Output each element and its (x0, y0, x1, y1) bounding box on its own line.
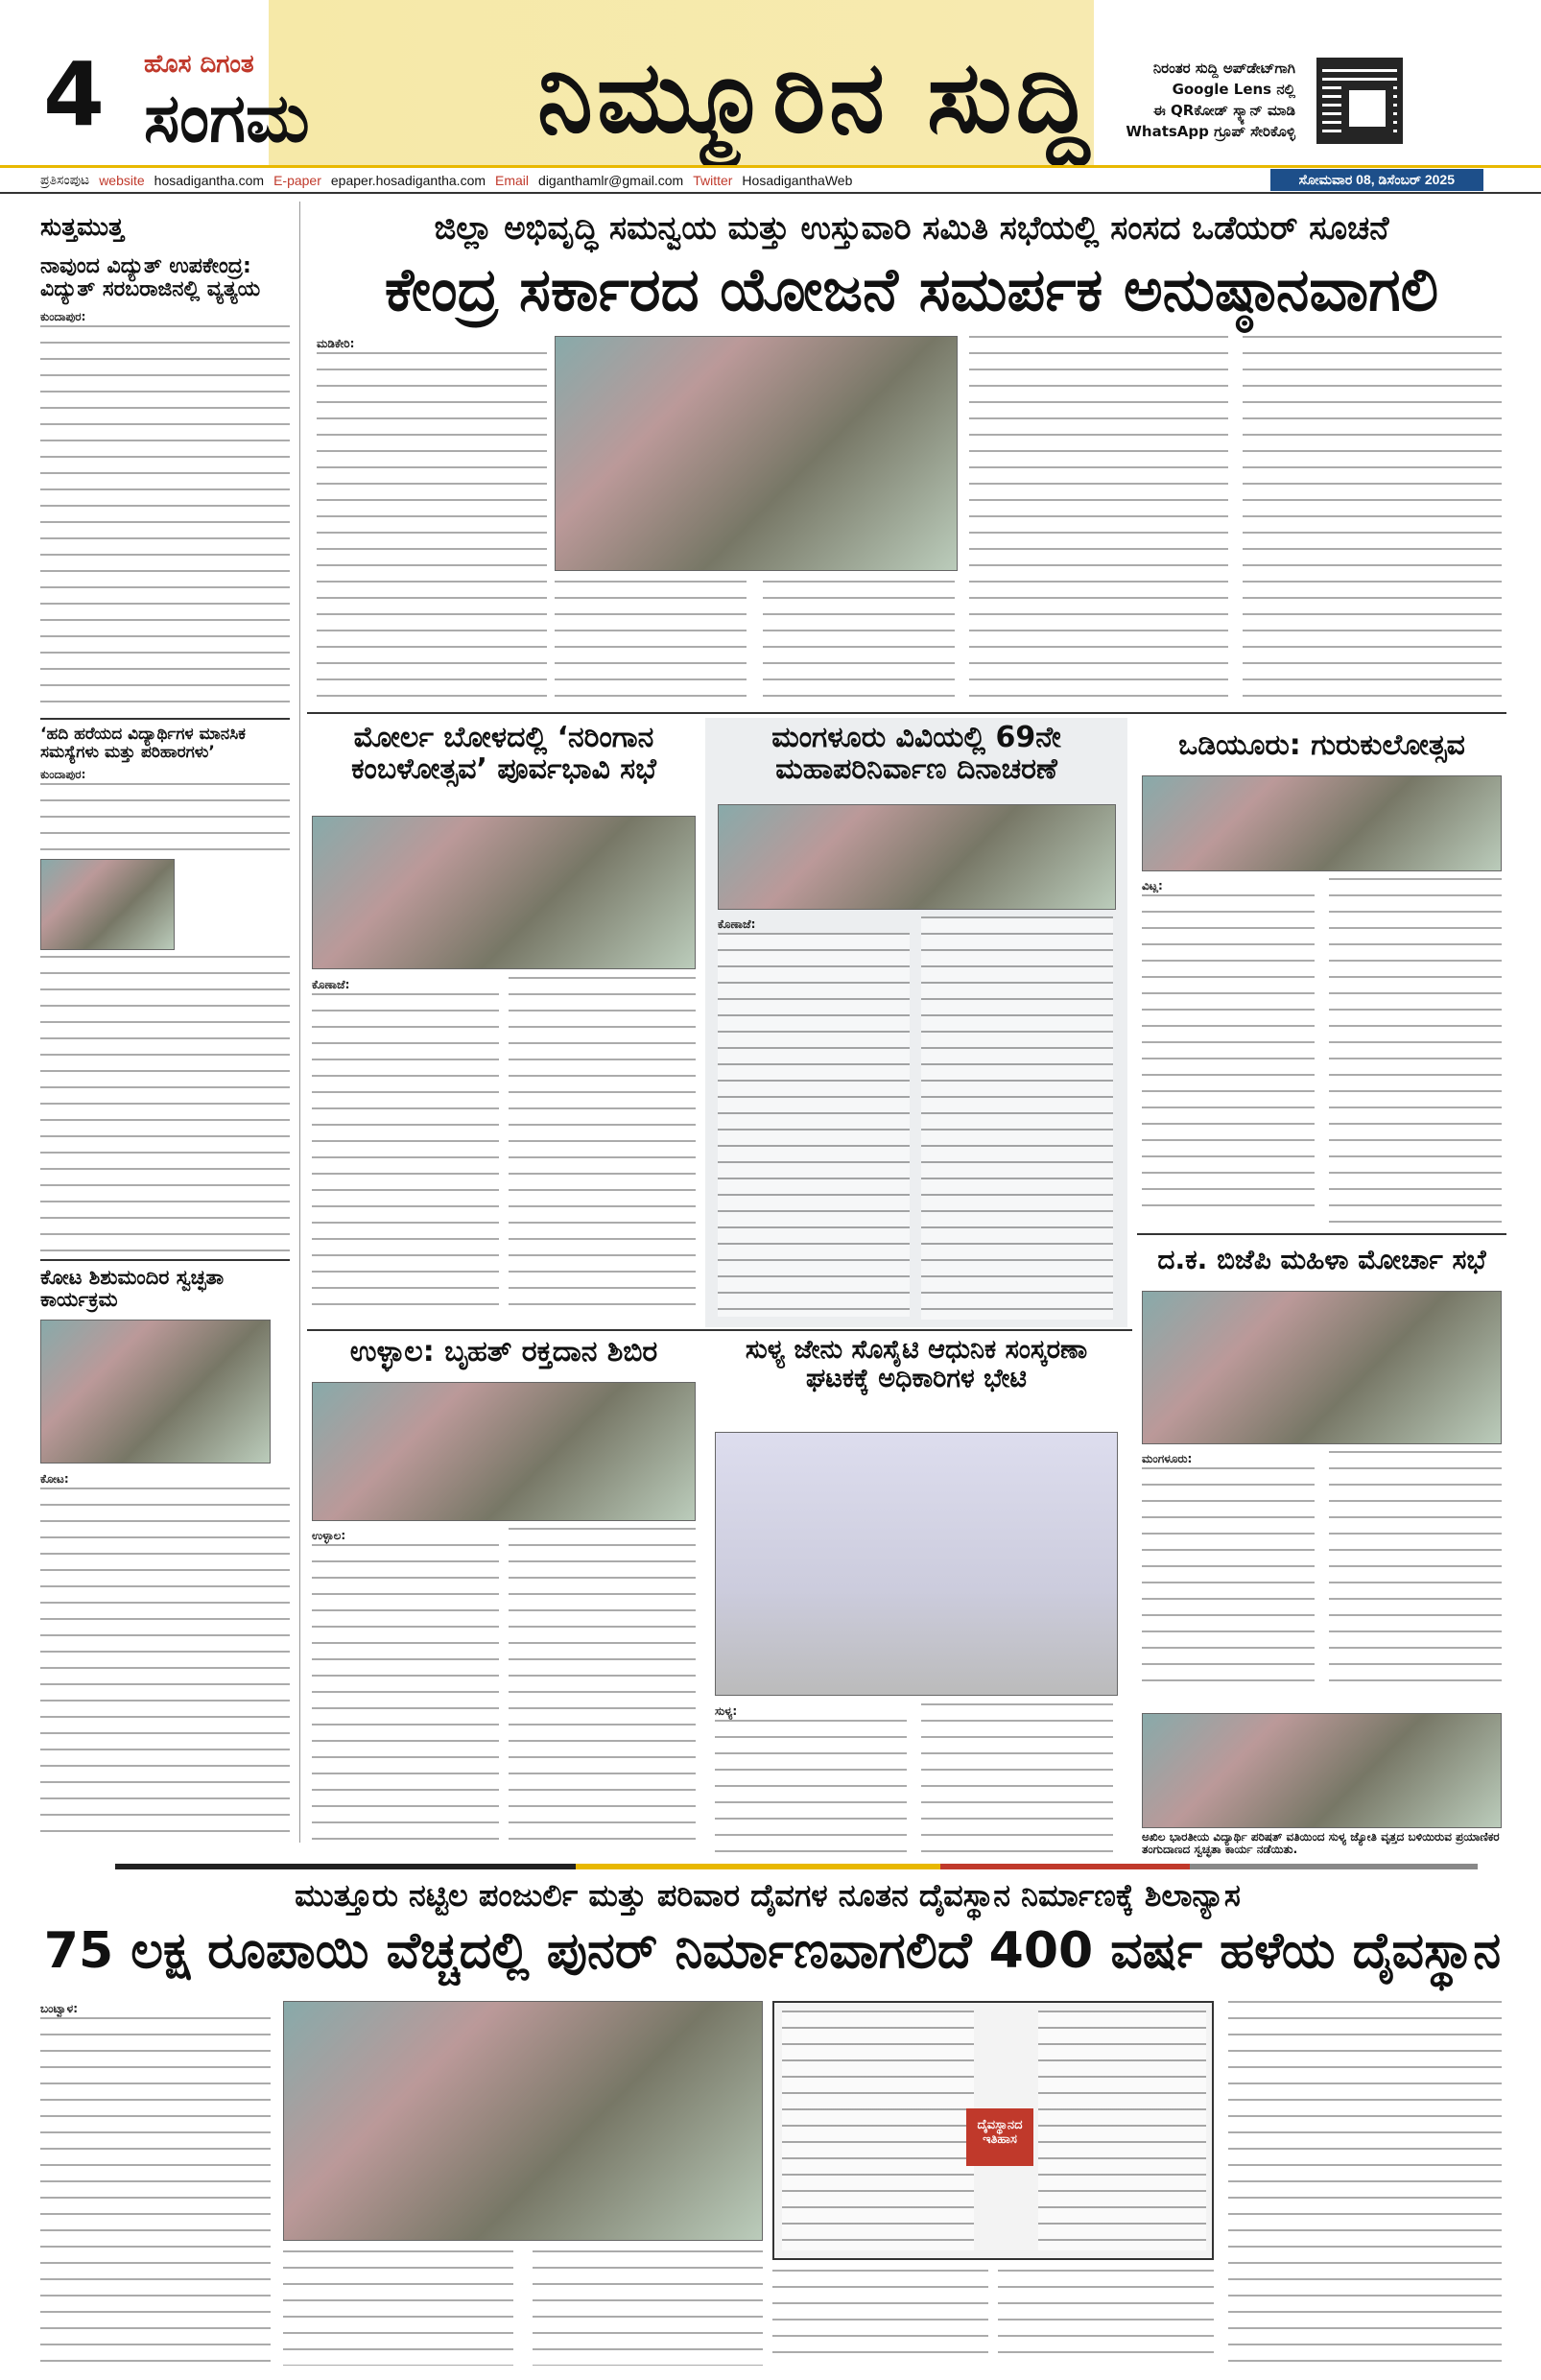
sidebar-photo (40, 1320, 271, 1464)
bjp-headline: ದ.ಕ. ಬಿಜೆಪಿ ಮಹಿಳಾ ಮೋರ್ಚಾ ಸಭೆ (1157, 1244, 1486, 1275)
text-lines (509, 977, 696, 1318)
text-lines (1329, 878, 1502, 1224)
sidebar-story-body (40, 309, 290, 712)
text-lines (1142, 894, 1315, 1221)
text-lines (509, 1528, 696, 1854)
text-lines (317, 352, 547, 702)
qr-line: ಈ QRಕೋಡ್ ಸ್ಕ್ಯಾನ್ ಮಾಡಿ (1152, 102, 1295, 119)
masthead (0, 0, 1541, 165)
text-lines (1243, 336, 1502, 705)
text-lines (533, 2250, 763, 2366)
sullia-body (715, 1703, 907, 1857)
ullal-body (312, 1528, 499, 1854)
qr-line: WhatsApp ಗ್ರೂಪ್ ಸೇರಿಕೊಳ್ಳಿ (1126, 123, 1295, 140)
history-box (772, 2001, 1214, 2260)
edition-label: ಪ್ರತಿಸಂಪುಟ (40, 172, 90, 187)
sidebar-photo (40, 859, 175, 950)
qr-line: Google Lens ನಲ್ಲಿ (1172, 81, 1295, 98)
text-lines (40, 956, 290, 1253)
text-lines (782, 2011, 974, 2250)
bottom-body (40, 2001, 271, 2366)
dateline: ಕೊಣಾಜೆ: (718, 917, 756, 931)
text-lines (312, 1544, 499, 1851)
text-lines (921, 916, 1113, 1320)
text-lines (921, 1703, 1113, 1857)
twitter-label: Twitter (693, 172, 733, 188)
sidebar (40, 206, 290, 1838)
mangaluru-headline: ಮಂಗಳೂರು ವಿವಿಯಲ್ಲಿ 69ನೇ ಮಹಾಪರಿನಿರ್ವಾಣ ದಿನಾಚರಣೆ (771, 721, 1061, 786)
bottom-kicker: ಮುತ್ತೂರು ನಟ್ಟಿಲ ಪಂಜುರ್ಲಿ ಮತ್ತು ಪರಿವಾರ ದೈವಗಳ ನೂತನ ದೈವಸ್ಥಾನ ನಿರ್ಮಾಣಕ್ಕೆ ಶಿಲಾನ್ಯಾಸ (295, 1877, 1241, 1914)
dateline: ಕೋಟ: (40, 1471, 69, 1486)
lead-kicker: ಜಿಲ್ಲಾ ಅಭಿವೃದ್ಧಿ ಸಮನ್ವಯ ಮತ್ತು ಉಸ್ತುವಾರಿ ಸಮಿತಿ ಸಭೆಯಲ್ಲಿ ಸಂಸದ ಒಡೆಯರ್ ಸೂಚನೆ (434, 209, 1389, 248)
history-label: ದೈವಸ್ಥಾನದ ಇತಿಹಾಸ (966, 2108, 1033, 2166)
text-lines (312, 993, 499, 1315)
color-strip (576, 1864, 940, 1869)
section-title: ಸುತ್ತಮುತ್ತ (40, 213, 125, 242)
page-number: 4 (43, 43, 106, 146)
sullia-headline: ಸುಳ್ಯ ಜೇನು ಸೊಸೈಟಿ ಆಧುನಿಕ ಸಂಸ್ಕರಣಾ ಘಟಕಕ್ಕೆ ಅಧಿಕಾರಿಗಳ ಭೇಟಿ (745, 1335, 1088, 1393)
divider (307, 712, 1506, 714)
text-lines (969, 336, 1228, 705)
dateline: ಬಂಟ್ವಾಳ: (40, 2002, 78, 2015)
color-strip (940, 1864, 1190, 1869)
text-lines (715, 1720, 907, 1854)
text-lines (763, 581, 955, 705)
bottom-photo (283, 2001, 763, 2241)
odiyur-photo (1142, 775, 1502, 871)
text-lines (40, 1488, 290, 1838)
dateline: ವಿಟ್ಲ: (1142, 879, 1163, 892)
text-lines (718, 933, 910, 1317)
bjp-photo (1142, 1291, 1502, 1444)
page-title: ನಿಮ್ಮೂರಿನ ಸುದ್ದಿ (537, 38, 1094, 155)
ullal-photo (312, 1382, 696, 1521)
dateline: ಸುಳ್ಯ: (715, 1704, 738, 1718)
qr-text (1084, 58, 1295, 142)
text-lines (1228, 2001, 1502, 2366)
color-strip (1190, 1864, 1478, 1869)
morla-photo (312, 816, 696, 969)
mangaluru-body (718, 916, 910, 1320)
color-strip (115, 1864, 576, 1869)
morla-body (312, 977, 499, 1318)
mangaluru-photo (718, 804, 1116, 910)
email-link[interactable]: diganthamlr@gmail.com (538, 172, 684, 188)
odiyur-headline: ಒಡಿಯೂರು: ಗುರುಕುಲೋತ್ಸವ (1178, 728, 1465, 762)
text-lines (1329, 1451, 1502, 1686)
qr-line: ನಿರಂತರ ಸುದ್ದಿ ಅಪ್‌ಡೇಟ್‌ಗಾಗಿ (1152, 60, 1295, 77)
morla-headline: ಮೋರ್ಲ ಬೋಳದಲ್ಲಿ ‘ನರಿಂಗಾನ ಕಂಬಳೋತ್ಸವ’ ಪೂರ್ವಭಾವಿ ಸಭೆ (351, 721, 656, 786)
email-label: Email (495, 172, 530, 188)
lead-body-col (317, 336, 547, 705)
text-lines (1038, 2011, 1206, 2250)
sidebar-story-title: ನಾವುಂದ ವಿದ್ಯುತ್ ಉಪಕೇಂದ್ರ: ವಿದ್ಯುತ್ ಸರಬರಾಜಿನಲ್ಲಿ ವ್ಯತ್ಯಯ (40, 253, 261, 301)
dateline: ಮಂಗಳೂರು: (1142, 1452, 1193, 1465)
qr-code-icon[interactable] (1316, 58, 1403, 144)
sidebar-story-title: ಕೋಟ ಶಿಶುಮಂದಿರ ಸ್ವಚ್ಛತಾ ಕಾರ್ಯಕ್ರಮ (40, 1266, 225, 1312)
sidebar-story-body (40, 767, 290, 853)
sullia-photo (715, 1432, 1118, 1696)
text-lines (772, 2270, 988, 2366)
text-lines (998, 2270, 1214, 2366)
lead-headline: ಕೇಂದ್ರ ಸರ್ಕಾರದ ಯೋಜನೆ ಸಮರ್ಪಕ ಅನುಷ್ಠಾನವಾಗಲಿ (384, 254, 1439, 324)
dateline: ಮಡಿಕೇರಿ: (317, 337, 355, 350)
sidebar-story-body (40, 1471, 290, 1838)
brand-big: ಸಂಗಮ (144, 79, 310, 157)
text-lines (40, 783, 290, 850)
issue-date: ಸೋಮವಾರ 08, ಡಿಸೆಂಬರ್ 2025 (1270, 169, 1483, 191)
text-lines (283, 2250, 513, 2366)
dateline: ಕುಂದಾಪುರ: (40, 768, 86, 782)
text-lines (40, 325, 290, 709)
sidebar-story-title: ‘ಹದಿ ಹರೆಯದ ವಿದ್ಯಾರ್ಥಿಗಳ ಮಾನಸಿಕ ಸಮಸ್ಯೆಗಳು ಮತ್ತು ಪರಿಹಾರಗಳು’ (40, 724, 246, 762)
website-label: website (99, 172, 145, 188)
text-lines (1142, 1467, 1315, 1683)
brand-small: ಹೊಸ ದಿಗಂತ (144, 50, 254, 79)
ullal-headline: ಉಳ್ಳಾಲ: ಬೃಹತ್ ರಕ್ತದಾನ ಶಿಬಿರ (349, 1335, 658, 1368)
divider (299, 202, 300, 1843)
bottom-headline: 75 ಲಕ್ಷ ರೂಪಾಯಿ ವೆಚ್ಚದಲ್ಲಿ ಪುನರ್ ನಿರ್ಮಾಣವಾಗಲಿದೆ 400 ವರ್ಷ ಹಳೆಯ ದೈವಸ್ಥಾನ (43, 1922, 1502, 1980)
divider (307, 1329, 1132, 1331)
dateline: ಉಳ್ಳಾಲ: (312, 1529, 346, 1542)
abvp-caption: ಅಖಿಲ ಭಾರತೀಯ ವಿದ್ಯಾರ್ಥಿ ಪರಿಷತ್ ವತಿಯಿಂದ ಸುಳ್ಯ ಜ್ಯೋತಿ ವೃತ್ತದ ಬಳಿಯಿರುವ ಪ್ರಯಾಣಿಕರ ತಂಗುದಾಣದ ಸ್ವಚ್ಛತಾ ಕಾರ್ಯ ನಡೆಯಿತು. (1142, 1831, 1500, 1857)
text-lines (40, 2017, 271, 2363)
website-link[interactable]: hosadigantha.com (154, 172, 265, 188)
divider (1137, 1233, 1506, 1235)
lead-photo (555, 336, 958, 571)
twitter-link[interactable]: HosadiganthaWeb (742, 172, 853, 188)
odiyur-body (1142, 878, 1315, 1224)
dateline: ಕುಂದಾಪುರ: (40, 309, 86, 323)
epaper-link[interactable]: epaper.hosadigantha.com (330, 172, 486, 188)
text-lines (555, 581, 747, 705)
epaper-label: E-paper (273, 172, 321, 188)
info-bar (0, 165, 1541, 194)
abvp-photo (1142, 1713, 1502, 1828)
dateline: ಕೊಣಾಜೆ: (312, 978, 350, 991)
bjp-body (1142, 1451, 1315, 1686)
